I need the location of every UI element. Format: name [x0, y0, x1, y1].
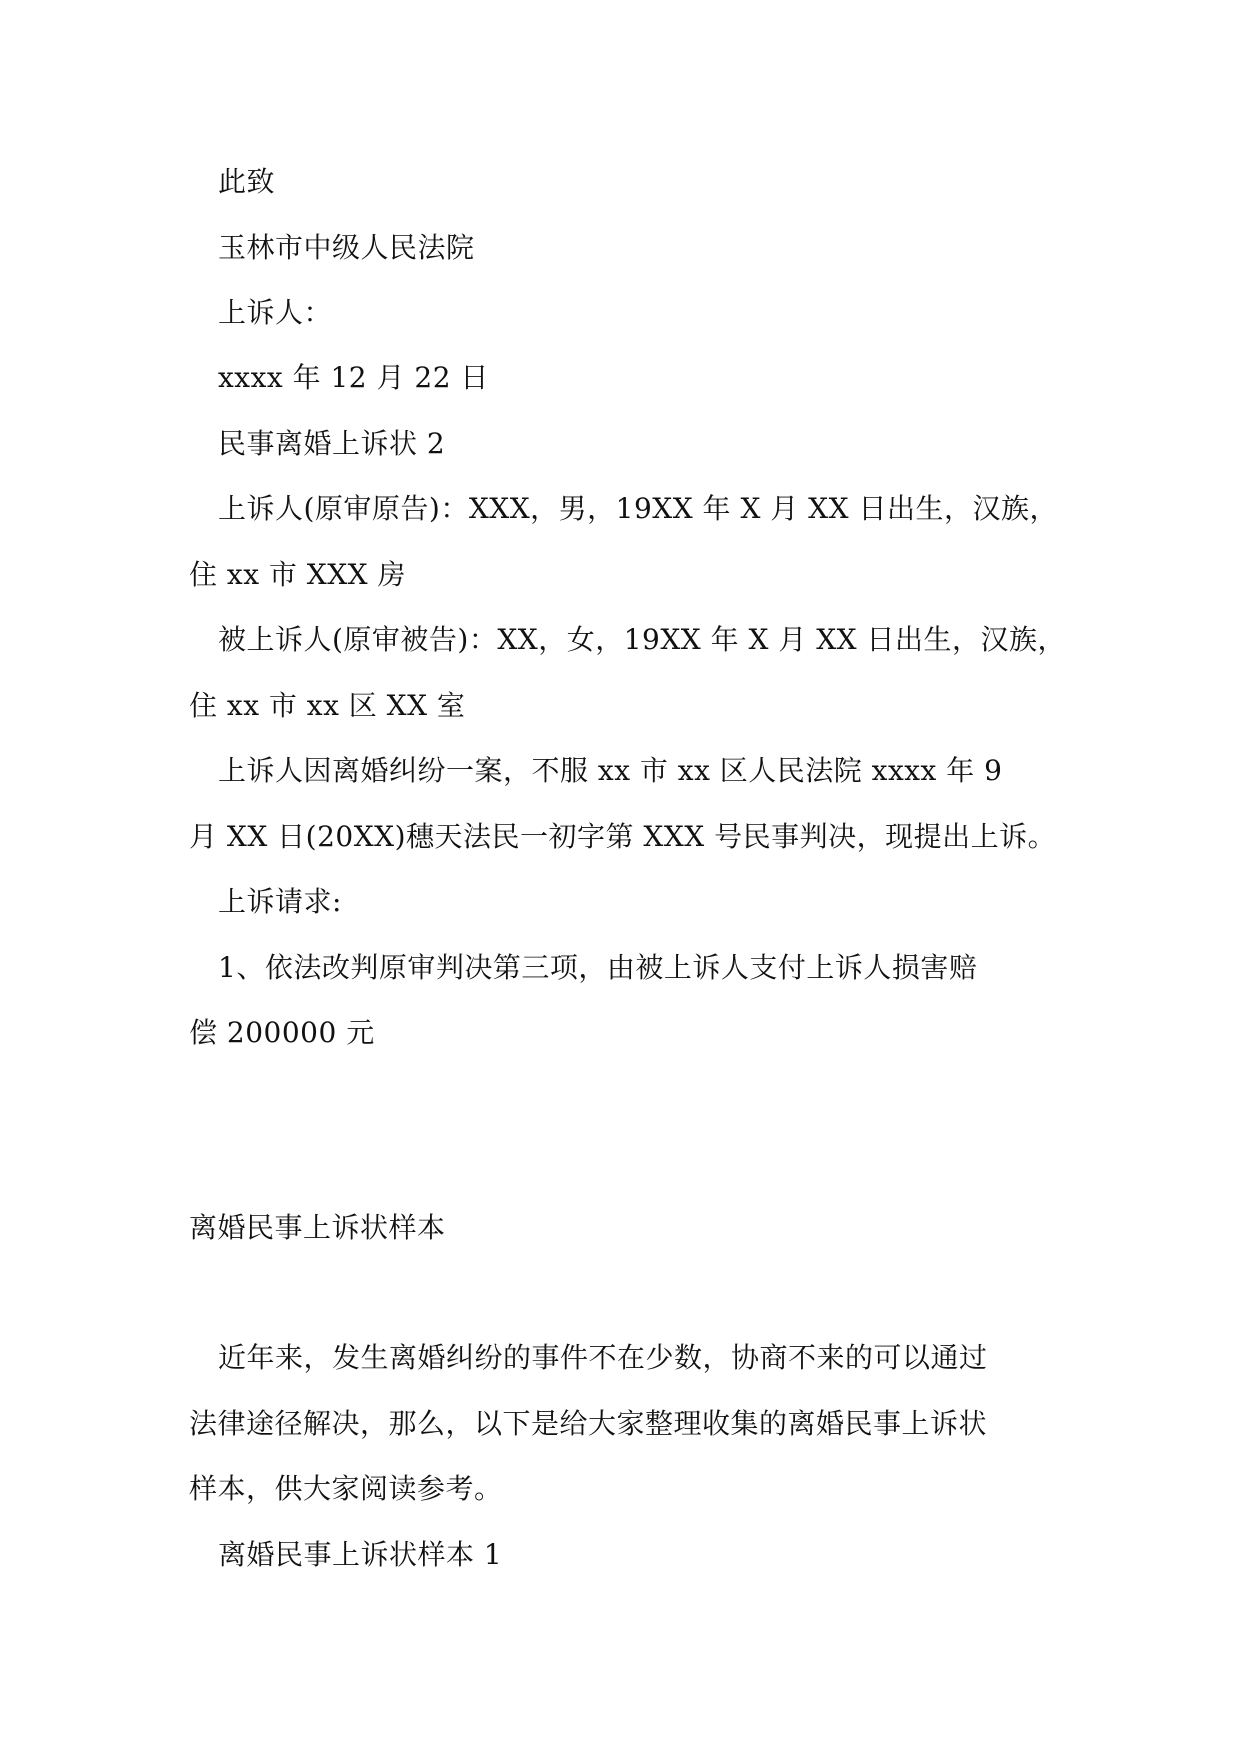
appeal-requests-heading: 上诉请求:	[218, 885, 342, 918]
appellant-info-line: 上诉人(原审原告)：XXX，男，19XX 年 X 月 XX 日出生，汉族，	[218, 492, 1058, 525]
appellant-signature-label: 上诉人：	[218, 296, 333, 329]
case-statement-line: 上诉人因离婚纠纷一案，不服 xx 市 xx 区人民法院 xxxx 年 9	[218, 754, 1003, 787]
document-date: xxxx 年 12 月 22 日	[218, 361, 489, 394]
intro-paragraph-line: 近年来，发生离婚纠纷的事件不在少数，协商不来的可以通过	[218, 1341, 988, 1374]
appeal-request-item: 1、依法改判原审判决第三项，由被上诉人支付上诉人损害赔	[218, 951, 978, 984]
sample-heading: 离婚民事上诉状样本 1	[218, 1538, 503, 1571]
article-title: 离婚民事上诉状样本	[189, 1211, 446, 1244]
section-heading: 民事离婚上诉状 2	[218, 427, 446, 460]
case-statement-line: 月 XX 日(20XX)穗天法民一初字第 XXX 号民事判决，现提出上诉。	[189, 820, 1057, 853]
respondent-address-line: 住 xx 市 xx 区 XX 室	[189, 689, 466, 722]
court-name: 玉林市中级人民法院	[218, 231, 475, 264]
appellant-address-line: 住 xx 市 XXX 房	[189, 558, 406, 591]
appeal-request-item: 偿 200000 元	[189, 1016, 375, 1049]
respondent-info-line: 被上诉人(原审被告)：XX，女，19XX 年 X 月 XX 日出生，汉族，	[218, 623, 1067, 656]
intro-paragraph-line: 样本，供大家阅读参考。	[189, 1472, 503, 1505]
intro-paragraph-line: 法律途径解决，那么，以下是给大家整理收集的离婚民事上诉状	[189, 1407, 988, 1440]
closing-salutation: 此致	[218, 165, 276, 198]
